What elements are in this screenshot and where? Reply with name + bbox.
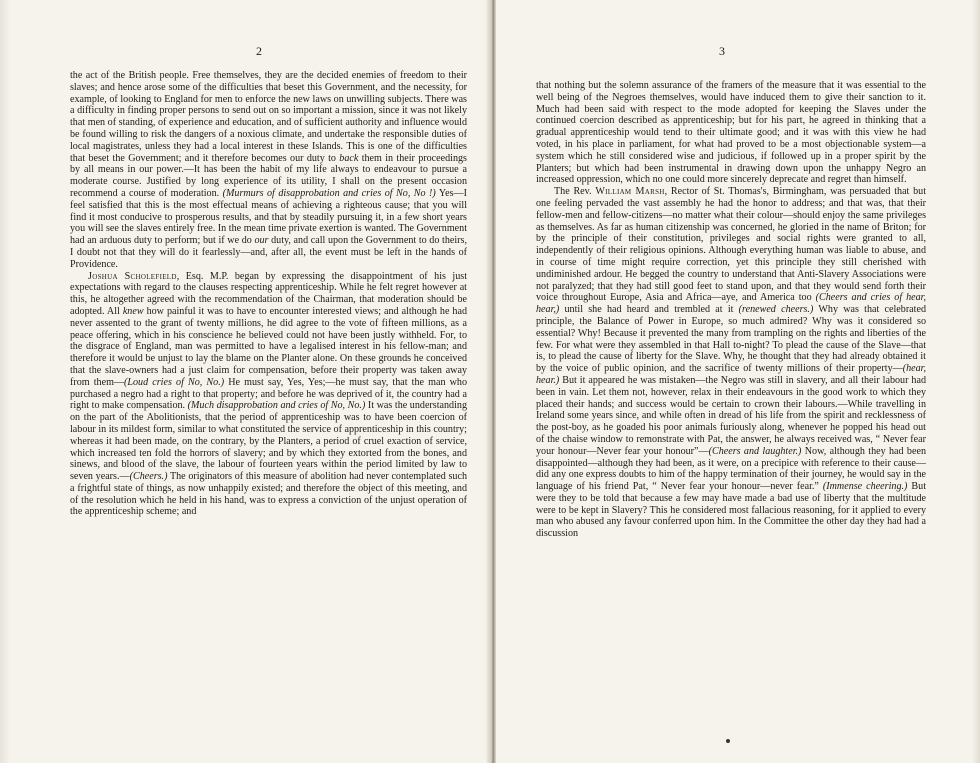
text-run: , Esq. M.P. began by expressing the disappointment of his just expectations with regard to the clauses respecting apprenticeship. While he felt regret however at this, he altogether agreed with the recommendation of the Chairman, that moderation should be adopted. All	[70, 270, 467, 317]
paragraph	[536, 80, 926, 186]
text-run: He must say, Yes, Yes;—he must say, that the man who purchased a negro had a right to that property; and before he was deprived of it, the country had a right to make compensation.	[70, 376, 468, 412]
italic-aside: (Murmurs of disapprobation and cries of No, No !)	[222, 187, 436, 199]
text-run: The Rev.	[554, 186, 596, 198]
text-run: duty, and call upon the Government to do theirs, I doubt not that they will do it fearlessly—and, after all, the event must be left in the hands of Providence.	[70, 235, 467, 270]
ink-dot-mark	[726, 739, 730, 743]
speaker-name: Joshua Scholefield	[88, 270, 177, 282]
italic-aside: knew	[122, 305, 144, 317]
italic-aside: (Cheers and laughter.)	[708, 445, 802, 457]
italic-aside: (Immense cheering.)	[822, 481, 908, 493]
text-run: It was the understanding on the part of the Abolitionists, that the period of apprenticeship was to have been coercion of labour in its mildest form, similar to what constituted the service of apprenticeship in this country; whereas it had been made, on the contrary, by the Planters, a period of cruel exaction of service, which increased ten fold the horrors of slavery; and by which they extorted from the bones, and sinews, and blood of the slave, the labour of fourteen years within the period limited by law to seven years.—	[70, 400, 467, 483]
paragraph	[536, 186, 926, 540]
paragraph	[70, 70, 467, 271]
italic-aside: (Loud cries of No, No.)	[124, 376, 225, 388]
text-run: until she had heard and trembled at it	[559, 304, 739, 316]
text-run: that nothing but the solemn assurance of the framers of the measure that it was essential to the well being of the Negroes themselves, would have induced them to give their sanction to it. Much had been said with respect to the mode adopted for keeping the Slaves under the continued coercion described as apprenticeship; but for his part, he agreed in thinking that a gradual apprenticeship would tend to their ultimate good; and it was with this view he had voted, in his place in parliament, for what had proved to be a most objectionable system—a system which he still considered wise and judicious, if followed up in a proper spirit by the Planters; but which had been instrumental in drawing down upon the unhappy Negro an increased oppression, which no one could more sincerely deprecate and regret than himself.	[536, 80, 926, 186]
text-run: the act of the British people. Free themselves, they are the decided enemies of freedom to their slaves; and hence arose some of the difficulties that beset this Government, and the necessity, for example, of looking to England for men to enforce the new laws on unwilling subjects. There was a difficulty in finding proper persons to send out on so important a mission, since it was not likely that men of standing, of experience and education, and of sufficient authority and influence would be found willing to risk the dangers of a noxious climate, and undertake the responsible duties of local magistrates, unless they had a local interest in these Islands. This is one of the difficulties that beset the Government; and it therefore becomes our duty to	[70, 70, 467, 164]
text-run: But were they to be told that because a few may have made a bad use of liberty that the multitude were to be kept in Slavery? This he considered most fallacious reasoning, for it applied to every man who abused any favour conferred upon him. In the Committee the other day they had had a discussion	[536, 481, 926, 540]
italic-aside: (Cheers.)	[129, 471, 168, 483]
right-page-text	[536, 80, 926, 540]
text-run: them in their proceedings by all means in our power.—It has been the habit of my life always to endeavour to pursue a moderate course. Justified by long experience of its utility, I shall on the present occasion recommend a course of moderation.	[70, 152, 467, 199]
text-run: The originators of this measure of abolition had never contemplated such a frightful state of things, as now unhappily existed; and therefore the object of this meeting, and of the resolution which he held in his hand, was to express a conviction of the unjust operation of the apprenticeship scheme; and	[70, 471, 468, 518]
italic-aside: (hear, hear.)	[536, 363, 926, 386]
text-run: Why was that celebrated principle, the Balance of Power in Europe, so much admired? Why was it considered so essential? Why! Because it prevented the many from trampling on the rights and liberties of the few. For what were they assembled in that Hall to-night? To plead the cause of the Slave—that is, to plead the cause of liberty for the Slave. Why, he thought that they had already obtained it by the voice of public opinion, and the sacrifice of twenty millions of their property—	[536, 304, 926, 375]
italic-aside: (renewed cheers.)	[738, 304, 814, 316]
text-run: how painful it was to have to encounter interested views; and although he had never assented to the grant of twenty millions, he did agree to the vote of fifteen millions, as a peace offering, which in his conscience he believed could not have been justly withheld. For, to the disgrace of England, man was permitted to have a legalised interest in his fellow-man; and therefore it would be unjust to lay the blame on the Planter alone. On these grounds he conceived that the slave-owners had a just claim for compensation, before their property was taken away from them—	[70, 305, 467, 388]
italic-aside: (Much disapprobation and cries of No, No.)	[187, 400, 366, 412]
right-page-number: 3	[719, 44, 726, 58]
italic-aside: back	[339, 152, 359, 164]
speaker-name: William Marsh	[595, 186, 665, 198]
right-page	[496, 0, 980, 763]
text-run: But it appeared he was mistaken—the Negro was still in slavery, and all their labour had been in vain. Let them not, however, relax in their endeavours in the good work to which they placed their hands; and success would be certain to crown their labours.—While travelling in Ireland some years since, and while often in dread of his life from the spirit and recklessness of the post-boy, as he goaded his poor animals furiously along, whenever he popped his head out of the chaise window to remonstrate with Pat, the answer, he always received was, “ Never fear your honour—Never fear your honour”—	[536, 374, 926, 457]
italic-aside: our	[254, 235, 269, 247]
left-page-number: 2	[256, 44, 263, 58]
left-page-edge	[0, 0, 10, 763]
paragraph	[70, 271, 467, 519]
left-page-text	[70, 70, 467, 518]
text-run: , Rector of St. Thomas's, Birmingham, was persuaded that but one feeling pervaded the vast assembly he had the honor to address; and that was, that their fellow-men and fellow-citizens—no matter what their colour—should enjoy the same privileges as themselves. As far as human citizenship was concerned, he gloried in the name of Briton; for by the principle of their constitution, privileges and social rights were granted to all, independently of their religious opinions. Although everything human was liable to abuse, and in course of time might require correction, yet this principle they still cherished with undiminished ardour. He begged the country to understand that Anti-Slavery Associations were not paralyzed; that they had still good feet to stand upon, and that they would send forth their voice throughout Europe, Asia and Africa—aye, and America too	[536, 186, 927, 304]
right-page-edge	[972, 0, 980, 763]
text-run: Yes—I feel satisfied that this is the most effectual means of achieving a righteous cause; that you will find it most conducive to prosperous results, and that by steadily pursuing it, in a few short years you will see the slaves entirely free. In the mean time private exertion is wanted. The Government had an arduous duty to perform; but if we do	[70, 187, 467, 247]
text-run: Now, although they had been disappointed—although they had been, as it were, on a precipice with reference to their cause—did any one express doubts to him of the happy termination of their journey, he would say in the language of his friend Pat, “ Never fear your honour—never fear.”	[536, 445, 926, 493]
italic-aside: (Cheers and cries of hear, hear,)	[536, 292, 926, 316]
